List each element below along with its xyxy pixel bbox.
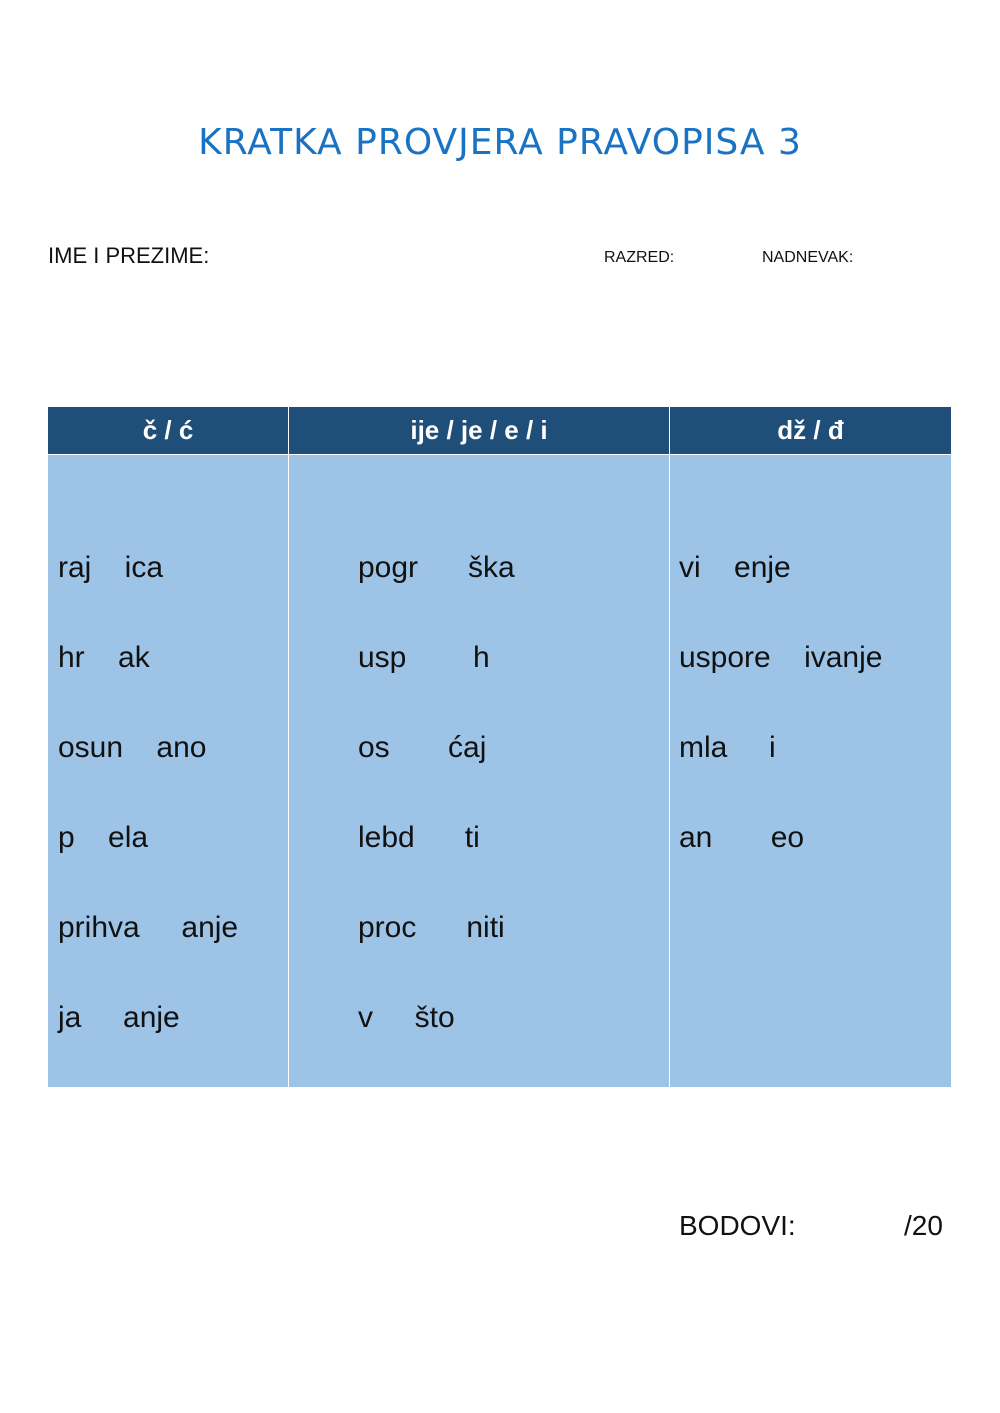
word-item: vi enje bbox=[679, 551, 791, 584]
column-dz-dj bbox=[670, 455, 951, 1087]
word-item: an eo bbox=[679, 821, 805, 854]
header-dz-dj: dž / đ bbox=[670, 407, 951, 454]
date-label: NADNEVAK: bbox=[762, 249, 854, 266]
word-item: mla i bbox=[679, 731, 776, 764]
class-label: RAZRED: bbox=[604, 249, 675, 266]
word-item: pogr ška bbox=[358, 551, 515, 584]
spelling-table bbox=[48, 407, 951, 1087]
word-item: raj ica bbox=[58, 551, 164, 584]
page-title: KRATKA PROVJERA PRAVOPISA 3 bbox=[198, 122, 802, 163]
header-ije-je-e-i: ije / je / e / i bbox=[289, 407, 669, 454]
word-item: lebd ti bbox=[358, 821, 480, 854]
column-ije-je-e-i bbox=[289, 455, 669, 1087]
word-item: usp h bbox=[358, 641, 490, 674]
word-item: osun ano bbox=[58, 731, 207, 764]
name-label: IME I PREZIME: bbox=[48, 243, 210, 268]
word-item: ja anje bbox=[58, 1001, 180, 1034]
word-item: os ćaj bbox=[358, 731, 487, 764]
word-item: proc niti bbox=[358, 911, 505, 944]
points-label: BODOVI: bbox=[679, 1210, 796, 1241]
column-c-cc bbox=[48, 455, 288, 1087]
word-item: uspore ivanje bbox=[679, 641, 883, 674]
word-item: p ela bbox=[58, 821, 149, 854]
header-c-cc: č / ć bbox=[48, 407, 288, 454]
word-item: v što bbox=[358, 1001, 455, 1034]
word-item: prihva anje bbox=[58, 911, 239, 944]
word-item: hr ak bbox=[58, 641, 150, 674]
points-total: /20 bbox=[904, 1210, 943, 1241]
